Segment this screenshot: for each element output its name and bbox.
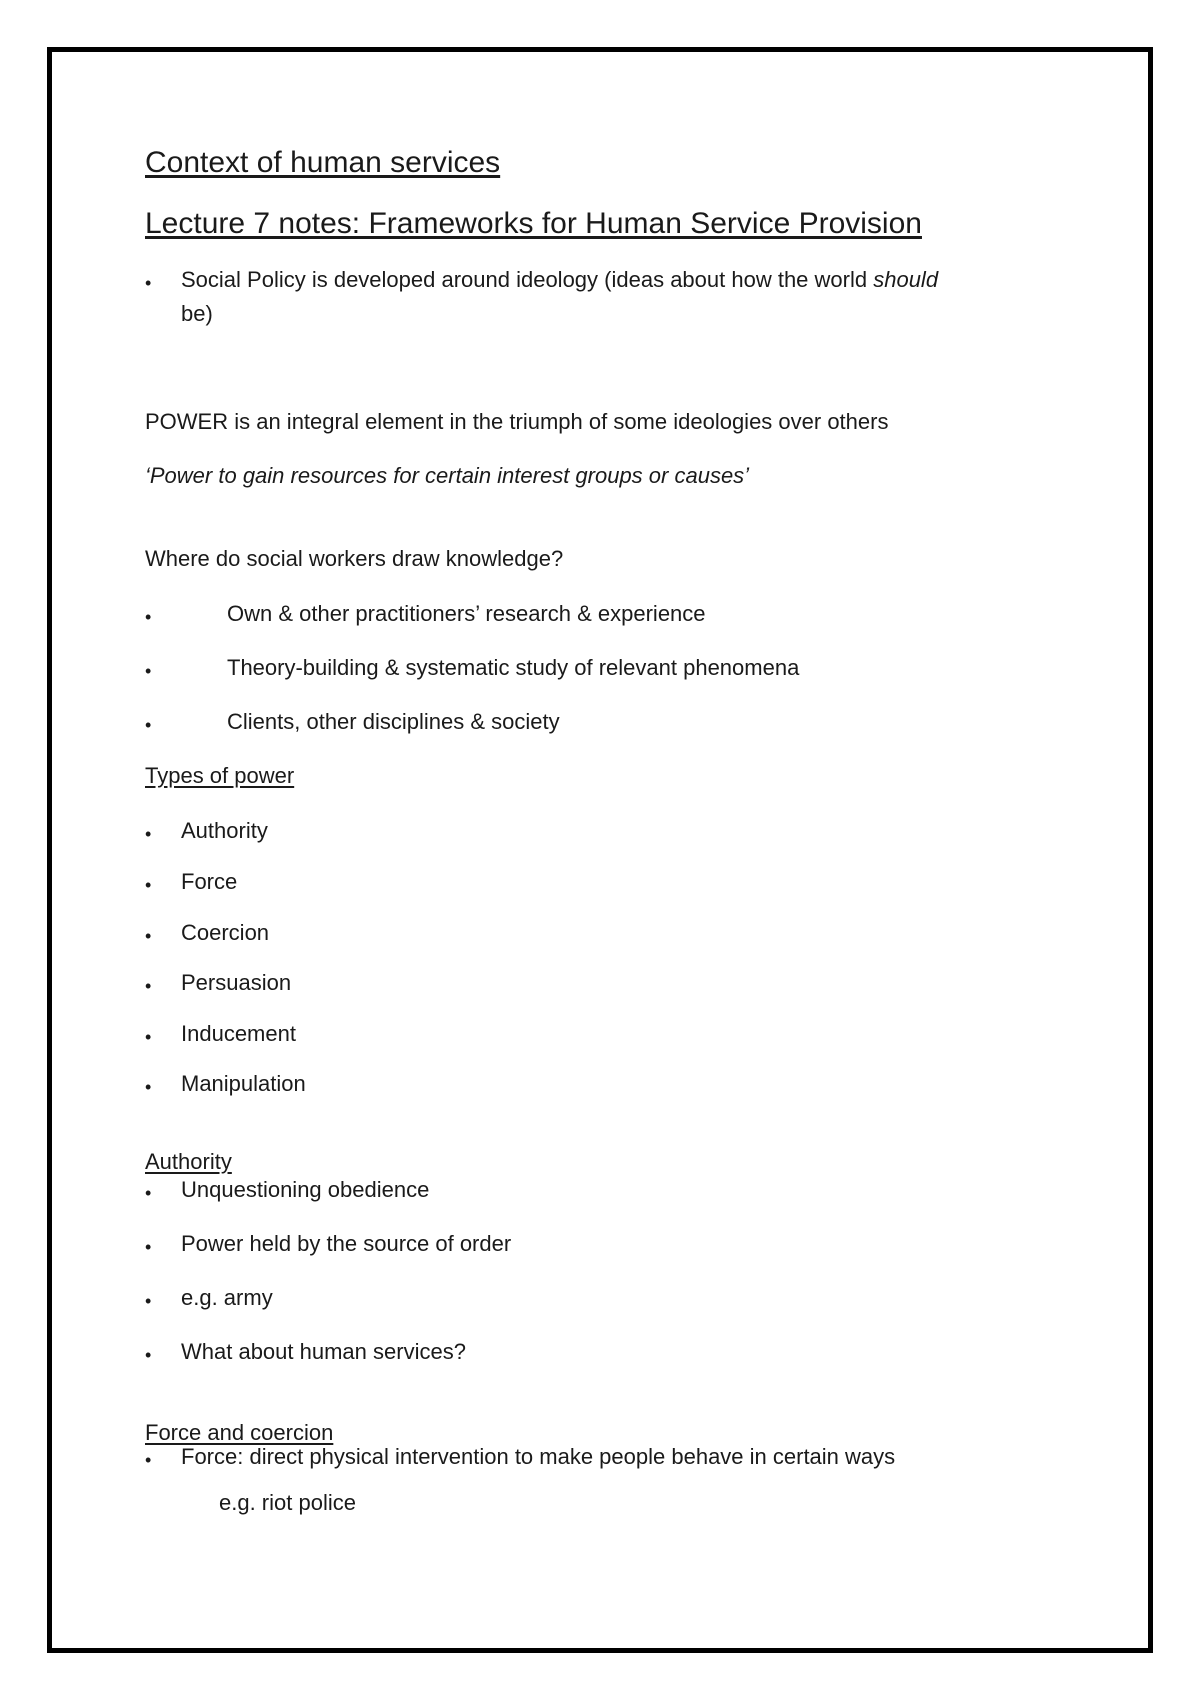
bullet-marker: • — [145, 607, 152, 627]
section-heading-types-of-power: Types of power — [145, 763, 295, 788]
policy-bullet-line1 — [181, 269, 938, 291]
bullet-marker: • — [145, 1027, 152, 1047]
knowledge-item: Own & other practitioners’ research & experience — [227, 601, 706, 626]
power-statement: POWER is an integral element in the triumph of some ideologies over others — [145, 409, 889, 434]
knowledge-item: Theory-building & systematic study of relevant phenomena — [227, 655, 800, 680]
authority-item: Power held by the source of order — [181, 1231, 512, 1256]
policy-bullet-line2: be) — [181, 301, 213, 326]
document-subtitle: Lecture 7 notes: Frameworks for Human Service Provision — [145, 207, 922, 240]
bullet-marker: • — [145, 1077, 152, 1097]
bullet-marker: • — [145, 1345, 152, 1365]
policy-bullet-emphasis: should — [873, 267, 939, 292]
authority-item: What about human services? — [181, 1339, 466, 1364]
policy-bullet-text: Social Policy is developed around ideology (ideas about how the world — [181, 267, 874, 292]
authority-item: e.g. army — [181, 1285, 273, 1310]
power-type-item: Force — [181, 869, 238, 894]
bullet-marker: • — [145, 824, 152, 844]
bullet-marker: • — [145, 273, 152, 293]
bullet-marker: • — [145, 1237, 152, 1257]
bullet-marker: • — [145, 875, 152, 895]
power-type-item: Authority — [181, 818, 268, 843]
power-quote: ‘Power to gain resources for certain interest groups or causes’ — [145, 463, 750, 488]
knowledge-question: Where do social workers draw knowledge? — [145, 546, 564, 571]
bullet-marker: • — [145, 976, 152, 996]
force-item: Force: direct physical intervention to make people behave in certain ways — [181, 1444, 896, 1469]
authority-item: Unquestioning obedience — [181, 1177, 430, 1202]
bullet-marker: • — [145, 715, 152, 735]
bullet-marker: • — [145, 1450, 152, 1470]
bullet-marker: • — [145, 926, 152, 946]
bullet-marker: • — [145, 661, 152, 681]
section-heading-authority: Authority — [145, 1149, 232, 1174]
power-type-item: Inducement — [181, 1021, 296, 1046]
section-heading-force-coercion: Force and coercion — [145, 1420, 334, 1445]
force-example: e.g. riot police — [219, 1490, 356, 1515]
bullet-marker: • — [145, 1183, 152, 1203]
knowledge-item: Clients, other disciplines & society — [227, 709, 560, 734]
bullet-marker: • — [145, 1291, 152, 1311]
power-type-item: Manipulation — [181, 1071, 306, 1096]
power-type-item: Coercion — [181, 920, 270, 945]
document-title: Context of human services — [145, 146, 501, 179]
power-type-item: Persuasion — [181, 970, 292, 995]
